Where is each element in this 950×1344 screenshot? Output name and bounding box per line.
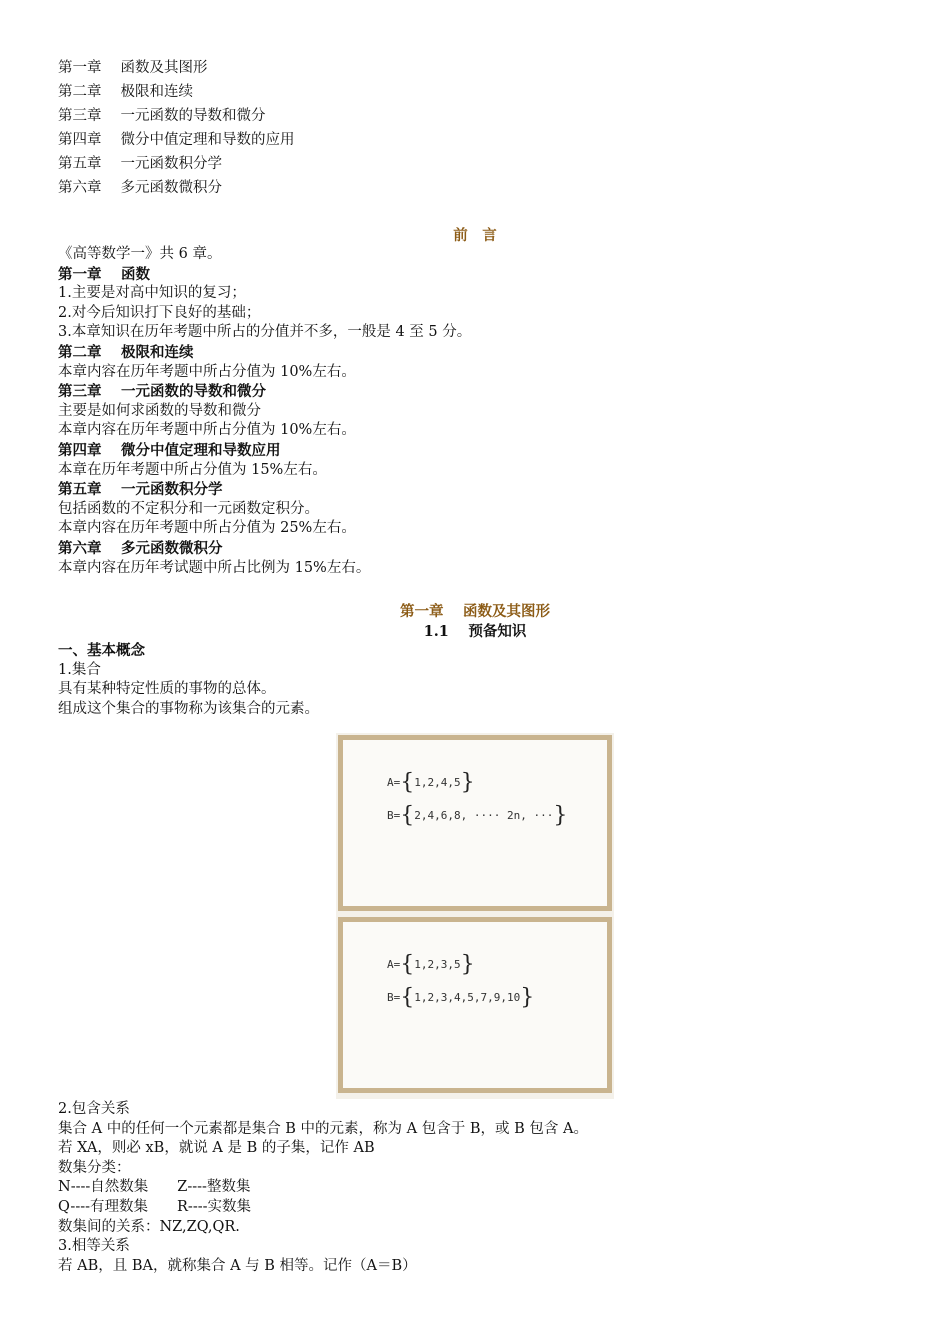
chapter-body-continued — [58, 1100, 898, 1276]
section-heading: 1.1 预备知识 — [423, 623, 527, 640]
toc-title: 一元函数的导数和微分 — [120, 108, 266, 124]
toc-title: 微分中值定理和导数的应用 — [120, 132, 295, 148]
set-a-line: A={1,2,3,5} — [387, 952, 475, 977]
toc-item — [58, 152, 295, 176]
body-line: 2.包含关系 — [58, 1101, 130, 1117]
body-line: 组成这个集合的事物称为该集合的元素。 — [58, 700, 319, 717]
body-line: 3.相等关系 — [58, 1238, 130, 1255]
body-line: 若 AB，且 BA，就称集合 A 与 B 相等。记作（A＝B） — [58, 1257, 417, 1274]
set-a-line: A={1,2,4,5} — [387, 770, 475, 795]
toc-title: 多元函数微积分 — [120, 180, 222, 196]
toc-chapter: 第二章 — [58, 84, 102, 100]
chapter-intro — [58, 641, 898, 719]
preface-line: 1.主要是对高中知识的复习； — [58, 285, 246, 302]
body-line: 1.集合 — [58, 661, 101, 678]
set-elements: 1,2,4,5 — [414, 776, 461, 789]
body-line: Q----有理数集 R----实数集 — [58, 1198, 252, 1215]
set-label: B= — [387, 991, 401, 1004]
set-b-line: B={2,4,6,8, ···· 2n, ···} — [387, 803, 568, 828]
toc-item — [58, 104, 295, 128]
toc-chapter: 第三章 — [58, 108, 102, 124]
preface-body — [58, 245, 898, 578]
set-examples-figure — [336, 733, 614, 1099]
body-line: 数集间的关系：NZ,ZQ,QR. — [58, 1218, 240, 1235]
set-elements: 2,4,6,8, ···· 2n, ··· — [414, 809, 554, 822]
toc-title: 极限和连续 — [120, 84, 193, 100]
toc-chapter: 第一章 — [58, 60, 102, 76]
toc-chapter: 第五章 — [58, 156, 102, 172]
preface-line: 主要是如何求函数的导数和微分 — [58, 402, 261, 419]
toc-chapter: 第四章 — [58, 132, 102, 148]
body-line: 具有某种特定性质的事物的总体。 — [58, 681, 276, 698]
toc-title: 函数及其图形 — [120, 60, 208, 76]
set-elements: 1,2,3,4,5,7,9,10 — [414, 991, 521, 1004]
body-line: 集合 A 中的任何一个元素都是集合 B 中的元素，称为 A 包含于 B，或 B 包含 A。 — [58, 1120, 588, 1137]
toc-item — [58, 56, 295, 80]
set-elements: 1,2,3,5 — [414, 958, 461, 971]
toc-chapter: 第六章 — [58, 180, 102, 196]
preface-chapter-heading: 第三章 一元函数的导数和微分 — [58, 383, 267, 401]
concept-heading: 一、基本概念 — [58, 642, 145, 659]
toc-item — [58, 176, 295, 200]
preface-line: 本章在历年考题中所占分值为 15%左右。 — [58, 461, 327, 478]
preface-line: 本章内容在历年考题中所占分值为 25%左右。 — [58, 520, 356, 537]
body-line: 若 XA，则必 xB，就说 A 是 B 的子集，记作 AB — [58, 1140, 375, 1157]
preface-line: 3.本章知识在历年考题中所占的分值并不多，一般是 4 至 5 分。 — [58, 324, 472, 341]
table-of-contents — [58, 56, 295, 200]
preface-chapter-heading: 第六章 多元函数微积分 — [58, 539, 223, 557]
chapter-heading: 第一章 函数及其图形 — [399, 603, 551, 620]
preface-chapter-heading: 第一章 函数 — [58, 265, 151, 283]
preface-line: 包括函数的不定积分和一元函数定积分。 — [58, 500, 319, 517]
preface-line: 本章内容在历年考题中所占分值为 10%左右。 — [58, 363, 356, 380]
set-example-panel-1 — [338, 735, 612, 911]
preface-line: 本章内容在历年考试题中所占比例为 15%左右。 — [58, 559, 371, 576]
preface-chapter-heading: 第四章 微分中值定理和导数应用 — [58, 441, 281, 459]
preface-chapter-heading: 第五章 一元函数积分学 — [58, 481, 223, 499]
toc-title: 一元函数积分学 — [120, 156, 222, 172]
toc-item — [58, 80, 295, 104]
toc-item — [58, 128, 295, 152]
preface-chapter-heading: 第二章 极限和连续 — [58, 343, 194, 361]
body-line: 数集分类： — [58, 1159, 131, 1176]
set-b-line: B={1,2,3,4,5,7,9,10} — [387, 985, 535, 1010]
preface-line: 2.对今后知识打下良好的基础； — [58, 304, 261, 321]
preface-line: 《高等数学一》共 6 章。 — [58, 246, 222, 262]
preface-line: 本章内容在历年考题中所占分值为 10%左右。 — [58, 422, 356, 439]
set-label: A= — [387, 958, 401, 971]
set-label: B= — [387, 809, 401, 822]
preface-heading: 前 言 — [453, 227, 497, 244]
set-label: A= — [387, 776, 401, 789]
body-line: N----自然数集 Z----整数集 — [58, 1179, 251, 1196]
set-example-panel-2 — [338, 917, 612, 1093]
